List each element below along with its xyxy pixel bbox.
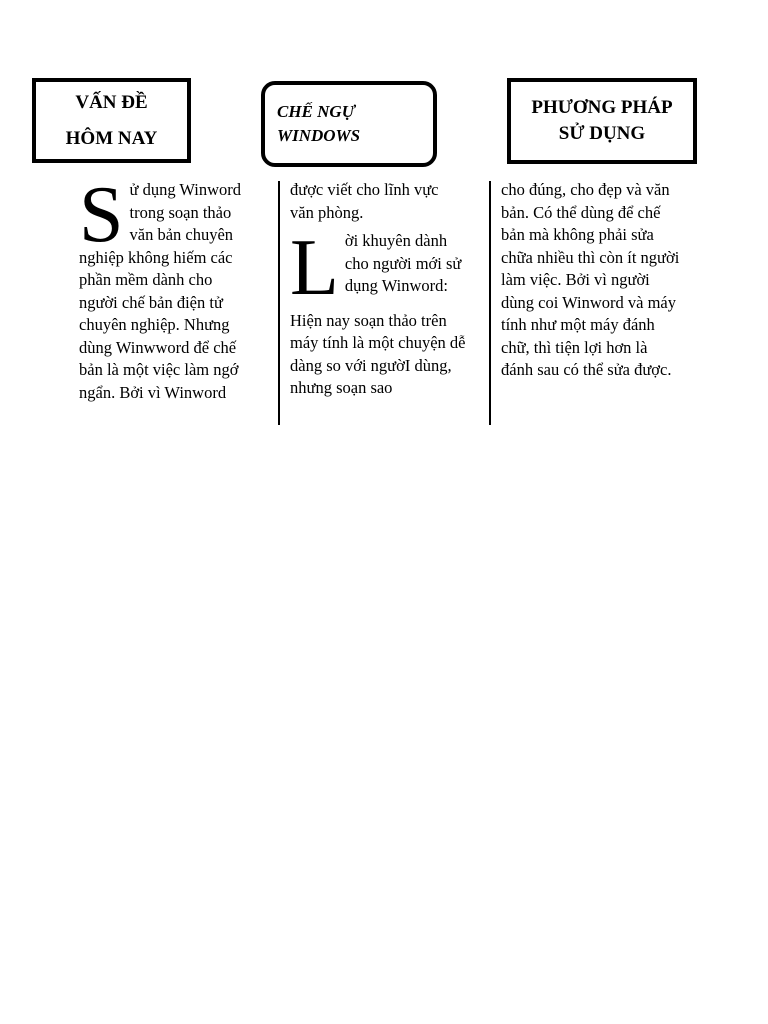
heading-line: VẤN ĐỀ (75, 91, 148, 113)
heading-line: CHẾ NGỰ (277, 102, 355, 121)
article-column-2 (290, 179, 466, 400)
article-column-3 (501, 179, 683, 382)
paragraph (79, 171, 255, 404)
heading-line: SỬ DỤNG (558, 123, 646, 144)
drop-cap: L (290, 224, 339, 312)
paragraph: được viết cho lĩnh vực văn phòng. (290, 180, 439, 222)
paragraph: cho đúng, cho đẹp và văn bản. Có thể dùng để chế bản mà không phải sửa chữa nhiều thì còn ít người làm việc. Bởi vì người dùng coi Winword và máy tính như một máy đánh chữ, thì tiện lợi hơn là đánh sau có thể sửa được. (501, 180, 680, 379)
heading-line: WINDOWS (277, 126, 361, 145)
column-divider (489, 181, 491, 425)
paragraph: Hiện nay soạn thảo trên máy tính là một chuyện dễ dàng so với ngườI dùng, nhưng soạn sao (290, 310, 466, 397)
heading-box-van-de-hom-nay (32, 78, 191, 163)
column-divider (278, 181, 280, 425)
paragraph-text: ử dụng Winword trong soạn thảo văn bản chuyên nghiệp không hiếm các phần mềm dành cho người chế bản điện tử chuyên nghiệp. Nhưng dùng Winwword để chế bản là một việc làm ngớ ngẩn. Bởi vì Winword (79, 180, 242, 402)
heading-box-che-ngu-windows (261, 81, 437, 167)
paragraph-text: ời khuyên dành cho người mới sử dụng Winword: (344, 231, 462, 295)
article-column-1 (79, 171, 255, 404)
paragraph (290, 224, 466, 312)
heading-line: HÔM NAY (65, 127, 158, 149)
heading-box-phuong-phap-su-dung (507, 78, 697, 164)
heading-line: PHƯƠNG PHÁP (531, 97, 673, 118)
drop-cap: S (79, 171, 124, 259)
